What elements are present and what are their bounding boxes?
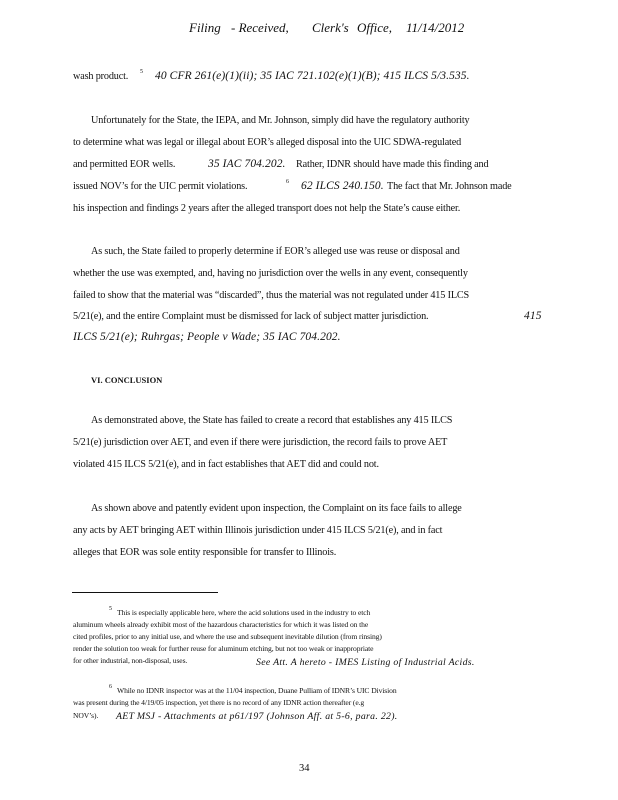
- footnote-text: for other industrial, non-disposal, uses.: [73, 656, 188, 665]
- text-line: and permitted EOR wells.: [73, 159, 176, 170]
- text-line: failed to show that the material was “discarded”, thus the material was not regulated under 415 ILCS: [73, 290, 470, 301]
- page-number: 34: [299, 763, 310, 774]
- citation: 35 IAC 704.202.: [208, 158, 286, 170]
- text-line: any acts by AET bringing AET within Illinois jurisdiction under 415 ILCS 5/21(e), and in fact: [73, 525, 443, 536]
- footnote-number-5: 5: [109, 606, 112, 612]
- footnote-divider: [72, 592, 218, 593]
- header-received: - Received,: [231, 20, 289, 35]
- text-line: his inspection and findings 2 years after the alleged transport does not help the State’s cause either.: [73, 203, 461, 214]
- text-line: issued NOV’s for the UIC permit violations.: [73, 181, 248, 192]
- text-line: As shown above and patently evident upon inspection, the Complaint on its face fails to allege: [91, 503, 462, 514]
- footnote-ref-5[interactable]: 5: [140, 69, 143, 75]
- citation: 415: [524, 310, 542, 322]
- footnote-text: was present during the 4/19/05 inspection, yet there is no record of any IDNR action thereafter (e.g: [73, 698, 365, 707]
- footnote-text: cited profiles, prior to any initial use, and where the use and subsequent inevitable dilution (from rinsing): [73, 632, 382, 641]
- header-office: Office,: [357, 20, 393, 35]
- text-line: whether the use was exempted, and, having no jurisdiction over the wells in any event, consequently: [73, 268, 468, 279]
- citation: 62 ILCS 240.150.: [301, 180, 384, 192]
- text-line: Unfortunately for the State, the IEPA, and Mr. Johnson, simply did have the regulatory authority: [91, 115, 470, 126]
- footnote-text: This is especially applicable here, where the acid solutions used in the industry to etch: [117, 608, 371, 617]
- header-filing: Filing: [189, 20, 221, 35]
- text-line: Rather, IDNR should have made this finding and: [296, 159, 489, 170]
- footnote-text: aluminum wheels already exhibit most of the hazardous characteristics for which it was listed on the: [73, 620, 369, 629]
- citation: 40 CFR 261(e)(1)(ii); 35 IAC 721.102(e)(1)(B); 415 ILCS 5/3.535.: [155, 70, 470, 82]
- footnote-text: render the solution too weak for further reuse for aluminum etching, but not too weak or inappropriate: [73, 644, 374, 653]
- footnote-citation: AET MSJ - Attachments at p61/197 (Johnson Aff. at 5-6, para. 22).: [116, 711, 398, 722]
- footnote-ref-6[interactable]: 6: [286, 179, 289, 185]
- text-line: 5/21(e) jurisdiction over AET, and even if there were jurisdiction, the record fails to prove AET: [73, 437, 448, 448]
- text-line: wash product.: [73, 71, 129, 82]
- text-line: alleges that EOR was sole entity responsible for transfer to Illinois.: [73, 547, 337, 558]
- text-line: to determine what was legal or illegal about EOR’s alleged disposal into the UIC SDWA-regulated: [73, 137, 462, 148]
- text-line: As demonstrated above, the State has failed to create a record that establishes any 415 ILCS: [91, 415, 453, 426]
- text-line: violated 415 ILCS 5/21(e), and in fact establishes that AET did and could not.: [73, 459, 379, 470]
- footnote-text: While no IDNR inspector was at the 11/04 inspection, Duane Pulliam of IDNR’s UIC Division: [117, 686, 397, 695]
- citation: ILCS 5/21(e); Ruhrgas; People v Wade; 35 IAC 704.202.: [73, 331, 341, 343]
- footnote-number-6: 6: [109, 684, 112, 690]
- text-line: As such, the State failed to properly determine if EOR’s alleged use was reuse or disposal and: [91, 246, 460, 257]
- header-date: 11/14/2012: [406, 20, 465, 35]
- section-heading: VI. CONCLUSION: [91, 375, 163, 385]
- text-line: The fact that Mr. Johnson made: [387, 181, 512, 192]
- footnote-citation: See Att. A hereto - IMES Listing of Industrial Acids.: [256, 657, 475, 668]
- header-clerks: Clerk's: [312, 20, 349, 35]
- text-line: 5/21(e), and the entire Complaint must be dismissed for lack of subject matter jurisdiction.: [73, 311, 429, 322]
- footnote-text: NOV’s).: [73, 711, 99, 720]
